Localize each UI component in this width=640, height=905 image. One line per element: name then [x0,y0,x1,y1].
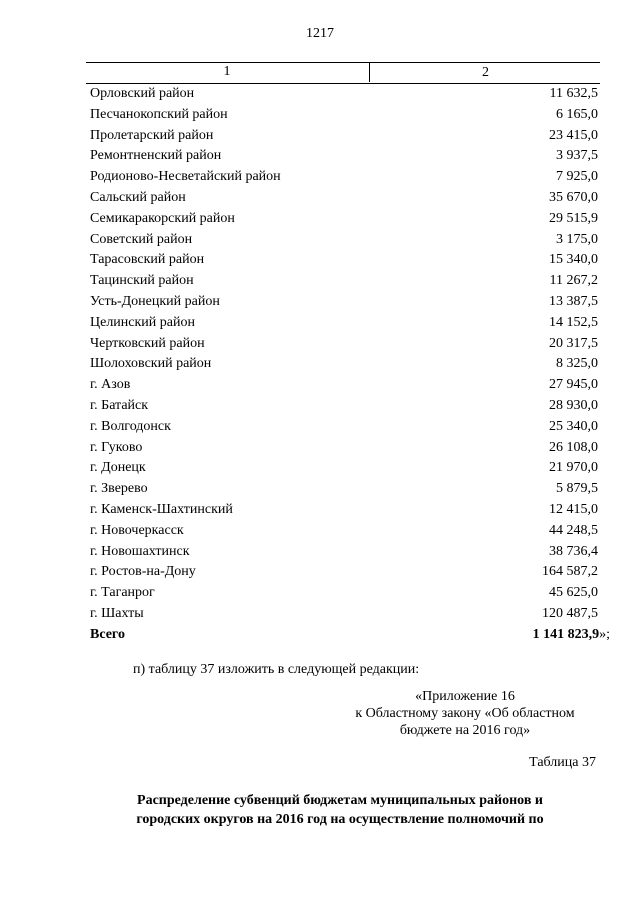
table-row [86,479,600,500]
table-row [86,230,600,251]
row-value: 3 937,5 [556,148,598,164]
row-value: 8 325,0 [556,356,598,372]
row-name: г. Батайск [90,397,149,413]
row-value: 11 632,5 [549,86,598,101]
row-name: г. Ростов-на-Дону [90,564,196,580]
table-row [86,521,600,542]
total-value: 1 141 823,9»; [532,626,610,642]
table-body [86,84,600,625]
table-row [86,250,600,271]
row-value: 25 340,0 [549,418,598,434]
table-row [86,396,600,417]
row-value: 38 736,4 [549,543,598,559]
row-name: Песчанокопский район [90,106,228,122]
table-row [86,84,600,105]
table-row [86,334,600,355]
row-name: Тацинский район [90,273,194,289]
table-row [86,604,600,625]
row-name: г. Новошахтинск [90,543,190,559]
row-value: 15 340,0 [549,252,598,268]
appendix-line-1: «Приложение 16 [415,689,515,704]
instruction-text: п) таблицу 37 изложить в следующей редакции: [133,662,420,677]
table-row [86,167,600,188]
table-total-row [86,625,610,646]
title-line-1: Распределение субвенций бюджетам муниципальных районов и [137,793,543,808]
row-value: 21 970,0 [549,460,598,476]
table-row [86,542,600,563]
total-label: Всего [90,626,125,642]
table-row [86,271,600,292]
table-row [86,146,600,167]
table-row [86,562,600,583]
row-value: 12 415,0 [549,501,598,517]
appendix-line-2: к Областному закону «Об областном [355,706,575,721]
table-row [86,105,600,126]
table-row [86,583,600,604]
appendix-line-3: бюджете на 2016 год» [399,723,531,738]
row-value: 6 165,0 [556,106,598,122]
row-name: г. Волгодонск [90,418,171,434]
row-value: 28 930,0 [549,397,598,413]
row-name: г. Каменск-Шахтинский [90,501,233,517]
row-value: 14 152,5 [549,314,598,330]
title-line-2: городских округов на 2016 год на осуществление полномочий по [136,812,544,827]
row-value: 44 248,5 [549,522,598,538]
row-value: 20 317,5 [549,335,598,351]
table-row [86,500,600,521]
row-value: 120 487,5 [542,605,598,621]
table-row [86,313,600,334]
row-name: г. Шахты [90,605,144,621]
row-value: 26 108,0 [549,439,598,455]
row-value: 5 879,5 [556,481,598,497]
row-name: г. Таганрог [90,585,155,601]
row-name: г. Азов [90,377,131,393]
table-row [86,438,600,459]
row-name: г. Зверево [90,481,148,497]
row-name: Усть-Донецкий район [90,293,220,309]
row-name: Советский район [90,231,193,247]
row-name: Семикаракорский район [90,210,235,226]
row-name: Сальский район [90,189,186,205]
column-header-1: 1 [223,64,231,79]
page-number: 1217 [306,26,334,41]
row-value: 35 670,0 [549,189,598,205]
row-name: г. Гуково [90,439,143,455]
row-value: 29 515,9 [549,210,598,226]
row-name: Целинский район [90,314,195,330]
row-name: Тарасовский район [90,252,205,268]
row-name: Орловский район [90,86,195,101]
table-row [86,209,600,230]
table-header [86,62,600,84]
table-row [86,188,600,209]
table-row [86,375,600,396]
row-name: г. Донецк [90,460,146,476]
table-row [86,458,600,479]
row-value: 45 625,0 [549,585,598,601]
budget-table [86,62,610,646]
column-header-2: 2 [369,63,601,82]
row-name: Ремонтненский район [90,148,222,164]
row-value: 164 587,2 [542,564,598,580]
row-value: 27 945,0 [549,377,598,393]
row-value: 11 267,2 [549,273,598,289]
row-value: 7 925,0 [556,169,598,185]
row-name: Шолоховский район [90,356,212,372]
row-value: 23 415,0 [549,127,598,143]
row-value: 3 175,0 [556,231,598,247]
row-name: г. Новочеркасск [90,522,184,538]
row-name: Родионово-Несветайский район [90,169,281,185]
table-row [86,354,600,375]
row-name: Пролетарский район [90,127,214,143]
section-title [80,791,600,829]
appendix-reference [330,688,600,739]
row-name: Чертковский район [90,335,205,351]
row-value: 13 387,5 [549,293,598,309]
table-label: Таблица 37 [529,755,596,770]
table-row [86,126,600,147]
table-row [86,417,600,438]
table-row [86,292,600,313]
